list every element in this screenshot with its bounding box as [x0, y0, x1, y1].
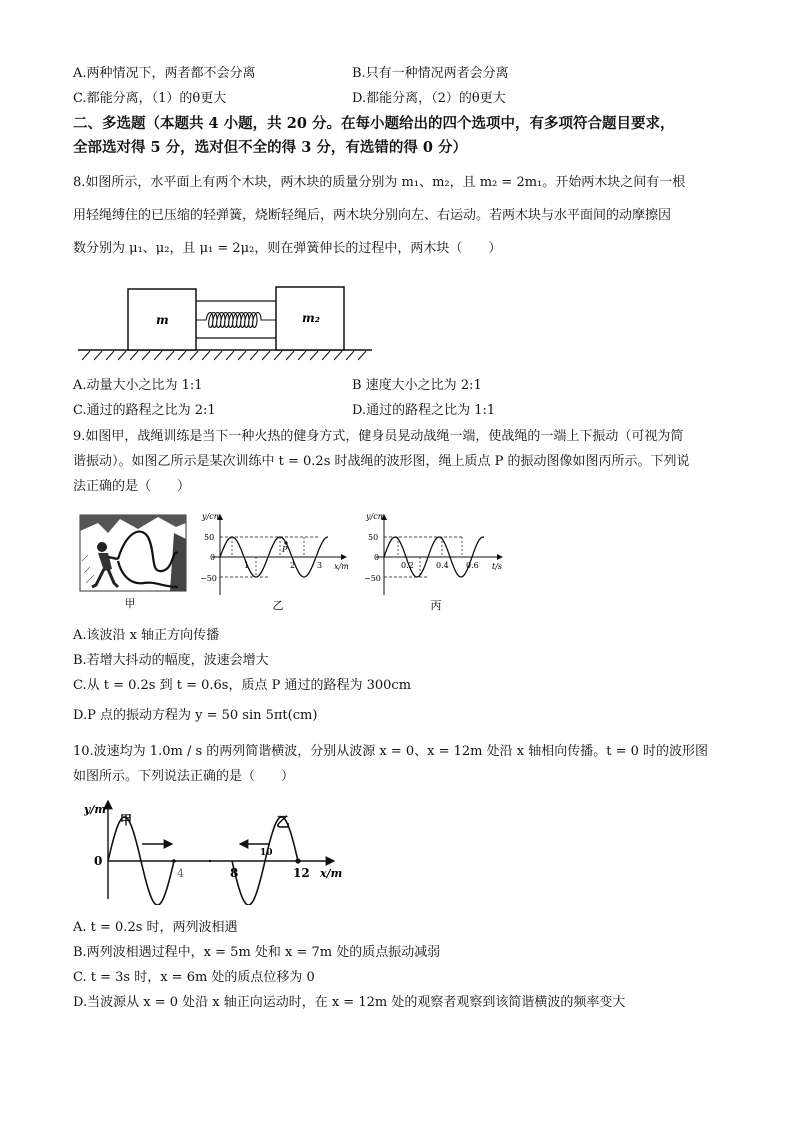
yi-xtick-1: 1 — [244, 561, 250, 570]
q8-stem-line2: 用轻绳缚住的已压缩的轻弹簧，烧断轻绳后，两木块分别向左、右运动。若两木块与水平面间的动摩擦因 — [73, 208, 672, 223]
q10-option-d: D.当波源从 x = 0 处沿 x 轴正向运动时，在 x = 12m 处的观察者观察到该简谐横波的频率变大 — [73, 995, 626, 1010]
bing-xlabel: t/s — [492, 562, 503, 571]
bing-ylabel: y/cm — [366, 512, 386, 521]
bing-ytick-neg50: −50 — [364, 574, 381, 583]
q7-option-b: B.只有一种情况两者会分离 — [352, 66, 509, 81]
q10-ylabel: y/m — [84, 803, 107, 816]
q9-stem-line2: 谐振动）。如图乙所示是某次训练中 t = 0.2s 时战绳的波形图，绳上质点 P 的振动图像如图丙所示。下列说 — [73, 454, 690, 469]
q7-option-c: C.都能分离，（1）的θ更大 — [73, 91, 227, 106]
q8-option-d: D.通过的路程之比为 1:1 — [352, 403, 496, 418]
ground-hatching — [82, 351, 366, 360]
q10-origin: 0 — [94, 854, 103, 868]
yi-ytick-50: 50 — [204, 533, 215, 542]
q9-stem-line1: 9.如图甲，战绳训练是当下一种火热的健身方式，健身员晃动战绳一端，使战绳的一端上下振动（可视为简 — [73, 429, 684, 444]
q7-option-a: A.两种情况下，两者都不会分离 — [73, 66, 256, 81]
q9-option-b: B.若增大抖动的幅度，波速会增大 — [73, 653, 269, 668]
bing-ytick-0: 0 — [374, 553, 380, 562]
fig-yi-caption: 乙 — [272, 599, 284, 612]
yi-ytick-neg50: −50 — [200, 574, 217, 583]
q10-xtick-4: 4 — [177, 867, 184, 880]
bing-ytick-50: 50 — [368, 533, 379, 542]
q9-option-c: C.从 t = 0.2s 到 t = 0.6s，质点 P 通过的路程为 300cm — [73, 678, 412, 693]
q8-option-b: B 速度大小之比为 2:1 — [352, 378, 482, 393]
q10-option-a: A. t = 0.2s 时，两列波相遇 — [73, 920, 238, 935]
fig-bing-caption: 丙 — [430, 599, 442, 612]
q10-xtick-8: 8 — [230, 866, 239, 880]
q7-option-d: D.都能分离，（2）的θ更大 — [352, 91, 506, 106]
q10-xtick-12: 12 — [293, 866, 310, 880]
q10-option-c: C. t = 3s 时，x = 6m 处的质点位移为 0 — [73, 970, 315, 985]
q10-wave2-label: 乙 — [276, 815, 290, 831]
yi-xlabel: x/m — [334, 562, 349, 571]
q10-stem-line1: 10.波速均为 1.0m / s 的两列简谐横波，分别从波源 x = 0、x = 12m 处沿 x 轴相向传播。t = 0 时的波形图 — [73, 744, 709, 759]
q10-xlabel: x/m — [320, 867, 343, 880]
q9-fig-bing-vibration — [362, 507, 512, 615]
section2-heading-line2: 全部选对得 5 分，选对但不全的得 3 分，有选错的得 0 分） — [73, 139, 468, 156]
q10-option-b: B.两列波相遇过程中，x = 5m 处和 x = 7m 处的质点振动减弱 — [73, 945, 441, 960]
bing-xtick-0.6: 0.6 — [466, 561, 479, 570]
q10-two-waves-figure — [80, 795, 350, 905]
yi-xtick-2: 2 — [290, 561, 296, 570]
q10-wave1-label: 甲 — [120, 813, 133, 827]
athlete-head — [97, 542, 107, 552]
q10-stem-line2: 如图所示。下列说法正确的是（ ） — [73, 769, 295, 784]
q9-fig-yi-waveform — [198, 507, 358, 615]
bing-xtick-0.2: 0.2 — [401, 561, 414, 570]
q8-stem-line3: 数分别为 μ₁、μ₂，且 μ₁ = 2μ₂，则在弹簧伸长的过程中，两木块（ ） — [73, 241, 502, 256]
yi-ytick-0: 0 — [210, 553, 216, 562]
q9-stem-line3: 法正确的是（ ） — [73, 479, 191, 494]
compressed-spring — [196, 313, 276, 328]
fig-jia-caption: 甲 — [124, 597, 136, 610]
bing-xtick-0.4: 0.4 — [436, 561, 449, 570]
block-m2-label: m₂ — [302, 311, 320, 325]
q8-blocks-figure — [76, 282, 376, 364]
block-m1-label: m — [156, 313, 169, 327]
yi-point-p-label: P — [282, 545, 288, 554]
q10-mark: 10 — [260, 848, 273, 858]
q8-option-a: A.动量大小之比为 1:1 — [73, 378, 203, 393]
q8-option-c: C.通过的路程之比为 2:1 — [73, 403, 216, 418]
q9-option-d: D.P 点的振动方程为 y = 50 sin 5πt(cm) — [73, 708, 318, 723]
yi-xtick-3: 3 — [317, 561, 323, 570]
q9-option-a: A.该波沿 x 轴正方向传播 — [73, 628, 220, 643]
q9-fig-jia-battle-rope — [78, 513, 190, 613]
yi-ylabel: y/cm — [202, 512, 222, 521]
q8-stem-line1: 8.如图所示，水平面上有两个木块，两木块的质量分别为 m₁、m₂，且 m₂ = 2m₁。开始两木块之间有一根 — [73, 175, 686, 190]
section2-heading-line1: 二、多选题（本题共 4 小题，共 20 分。在每小题给出的四个选项中，有多项符合题目要求， — [73, 115, 675, 132]
q10-source2-dot — [295, 858, 300, 863]
